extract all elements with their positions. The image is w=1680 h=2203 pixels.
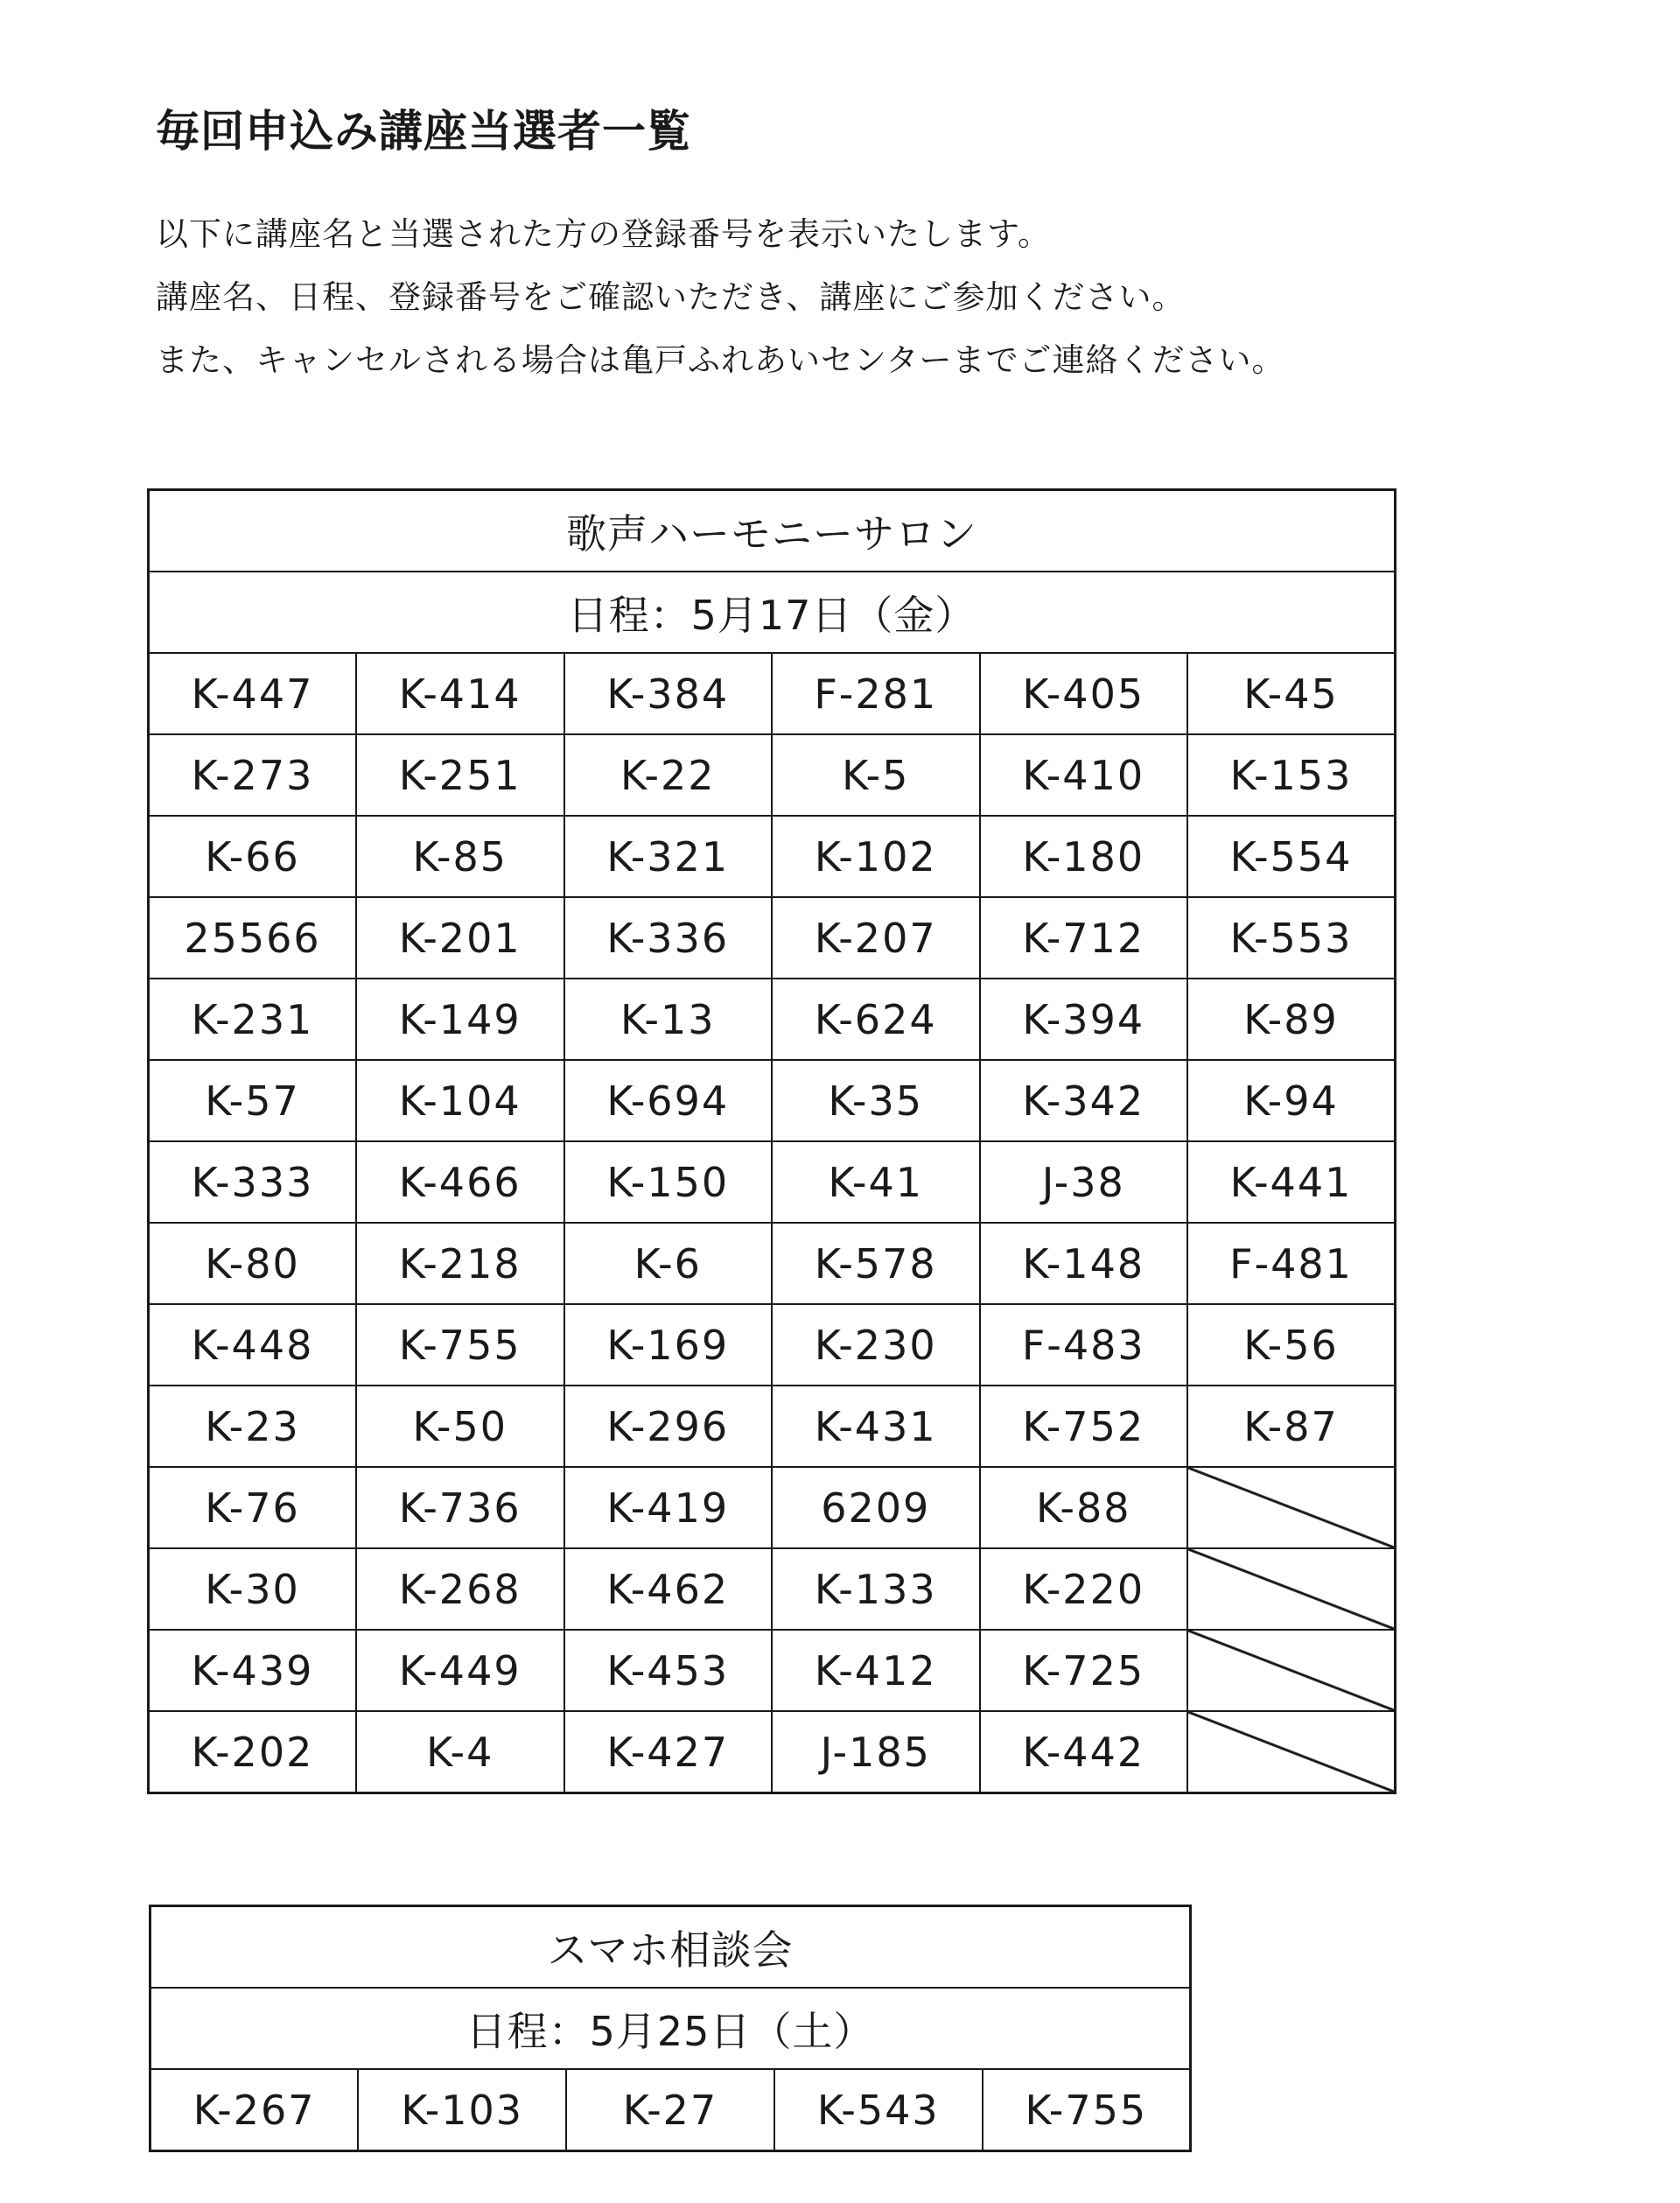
registration-number: K-35 [772,1060,980,1141]
registration-number: K-231 [149,979,357,1060]
registration-number: K-153 [1187,734,1396,816]
registration-number: K-149 [356,979,564,1060]
registration-number: K-104 [356,1060,564,1141]
page-title: 毎回申込み講座当選者一覧 [156,106,691,157]
registration-number: K-202 [149,1711,357,1793]
registration-number: K-80 [149,1223,357,1304]
registration-number: K-85 [356,816,564,897]
registration-number: J-185 [772,1711,980,1793]
intro-line: 以下に講座名と当選された方の登録番号を表示いたします。 [156,215,1052,253]
registration-number: K-50 [356,1386,564,1467]
registration-number: K-410 [980,734,1188,816]
registration-number: K-267 [150,2069,359,2151]
registration-number: 25566 [149,897,357,979]
registration-number: K-6 [564,1223,773,1304]
registration-number: K-543 [774,2069,983,2151]
registration-number: J-38 [980,1141,1188,1223]
registration-number: F-281 [772,653,980,734]
registration-number: F-481 [1187,1223,1396,1304]
registration-number: K-133 [772,1548,980,1630]
registration-number: K-218 [356,1223,564,1304]
registration-number: K-333 [149,1141,357,1223]
registration-number: K-45 [1187,653,1396,734]
registration-number: K-66 [149,816,357,897]
registration-number: K-4 [356,1711,564,1793]
registration-number: K-419 [564,1467,773,1548]
registration-number: K-201 [356,897,564,979]
registration-number: K-88 [980,1467,1188,1548]
registration-number: K-94 [1187,1060,1396,1141]
table-row [149,1711,1396,1793]
registration-number: K-462 [564,1548,773,1630]
table-row [149,1386,1396,1467]
registration-number: K-466 [356,1141,564,1223]
registration-number: K-150 [564,1141,773,1223]
registration-number: 6209 [772,1467,980,1548]
registration-number: K-384 [564,653,773,734]
registration-number: K-207 [772,897,980,979]
registration-number: K-273 [149,734,357,816]
registration-number: K-5 [772,734,980,816]
table-row [149,897,1396,979]
registration-number: K-412 [772,1630,980,1711]
table-row [149,653,1396,734]
registration-number: K-30 [149,1548,357,1630]
course-schedule: 日程：5月25日（土） [150,1988,1191,2069]
table-row [149,816,1396,897]
empty-cell [1187,1630,1396,1711]
registration-number: K-448 [149,1304,357,1386]
registration-number: K-41 [772,1141,980,1223]
intro-line: 講座名、日程、登録番号をご確認いただき、講座にご参加ください。 [156,278,1186,316]
table-row [149,1060,1396,1141]
empty-cell [1187,1467,1396,1548]
registration-number: K-394 [980,979,1188,1060]
table-row [150,2069,1191,2151]
table-row [149,1141,1396,1223]
empty-cell [1187,1548,1396,1630]
registration-number: K-442 [980,1711,1188,1793]
registration-number: K-736 [356,1467,564,1548]
registration-number: F-483 [980,1304,1188,1386]
registration-number: K-251 [356,734,564,816]
registration-number: K-725 [980,1630,1188,1711]
registration-number: K-336 [564,897,773,979]
registration-number: K-57 [149,1060,357,1141]
table-row [149,1467,1396,1548]
course-schedule: 日程：5月17日（金） [149,572,1396,653]
registration-number: K-321 [564,816,773,897]
table-row [149,1548,1396,1630]
registration-number: K-431 [772,1386,980,1467]
course-name: 歌声ハーモニーサロン [149,490,1396,572]
registration-number: K-414 [356,653,564,734]
registration-number: K-752 [980,1386,1188,1467]
registration-number: K-56 [1187,1304,1396,1386]
table-row [149,1304,1396,1386]
registration-number: K-447 [149,653,357,734]
registration-number: K-439 [149,1630,357,1711]
registration-number: K-23 [149,1386,357,1467]
registration-number: K-230 [772,1304,980,1386]
registration-number: K-102 [772,816,980,897]
registration-number: K-103 [358,2069,566,2151]
registration-number: K-220 [980,1548,1188,1630]
registration-number: K-169 [564,1304,773,1386]
intro-text [156,203,1285,392]
registration-number: K-342 [980,1060,1188,1141]
intro-line: また、キャンセルされる場合は亀戸ふれあいセンターまでご連絡ください。 [156,341,1285,379]
registration-number: K-148 [980,1223,1188,1304]
table-row [149,1630,1396,1711]
registration-number: K-624 [772,979,980,1060]
registration-number: K-89 [1187,979,1396,1060]
registration-number: K-554 [1187,816,1396,897]
registration-number: K-553 [1187,897,1396,979]
course-table-smartphone-consult [149,1905,1192,2152]
registration-number: K-296 [564,1386,773,1467]
registration-number: K-578 [772,1223,980,1304]
registration-number: K-27 [566,2069,774,2151]
course-table-karaoke-salon [147,488,1396,1794]
empty-cell [1187,1711,1396,1793]
registration-number: K-427 [564,1711,773,1793]
registration-number: K-441 [1187,1141,1396,1223]
registration-number: K-13 [564,979,773,1060]
registration-number: K-22 [564,734,773,816]
registration-number: K-694 [564,1060,773,1141]
registration-number: K-76 [149,1467,357,1548]
registration-number: K-405 [980,653,1188,734]
registration-number: K-180 [980,816,1188,897]
registration-number: K-268 [356,1548,564,1630]
registration-number: K-87 [1187,1386,1396,1467]
registration-number: K-449 [356,1630,564,1711]
registration-number: K-755 [983,2069,1191,2151]
registration-number: K-453 [564,1630,773,1711]
registration-number: K-712 [980,897,1188,979]
table-row [149,979,1396,1060]
table-row [149,734,1396,816]
registration-number: K-755 [356,1304,564,1386]
table-row [149,1223,1396,1304]
course-name: スマホ相談会 [150,1906,1191,1989]
